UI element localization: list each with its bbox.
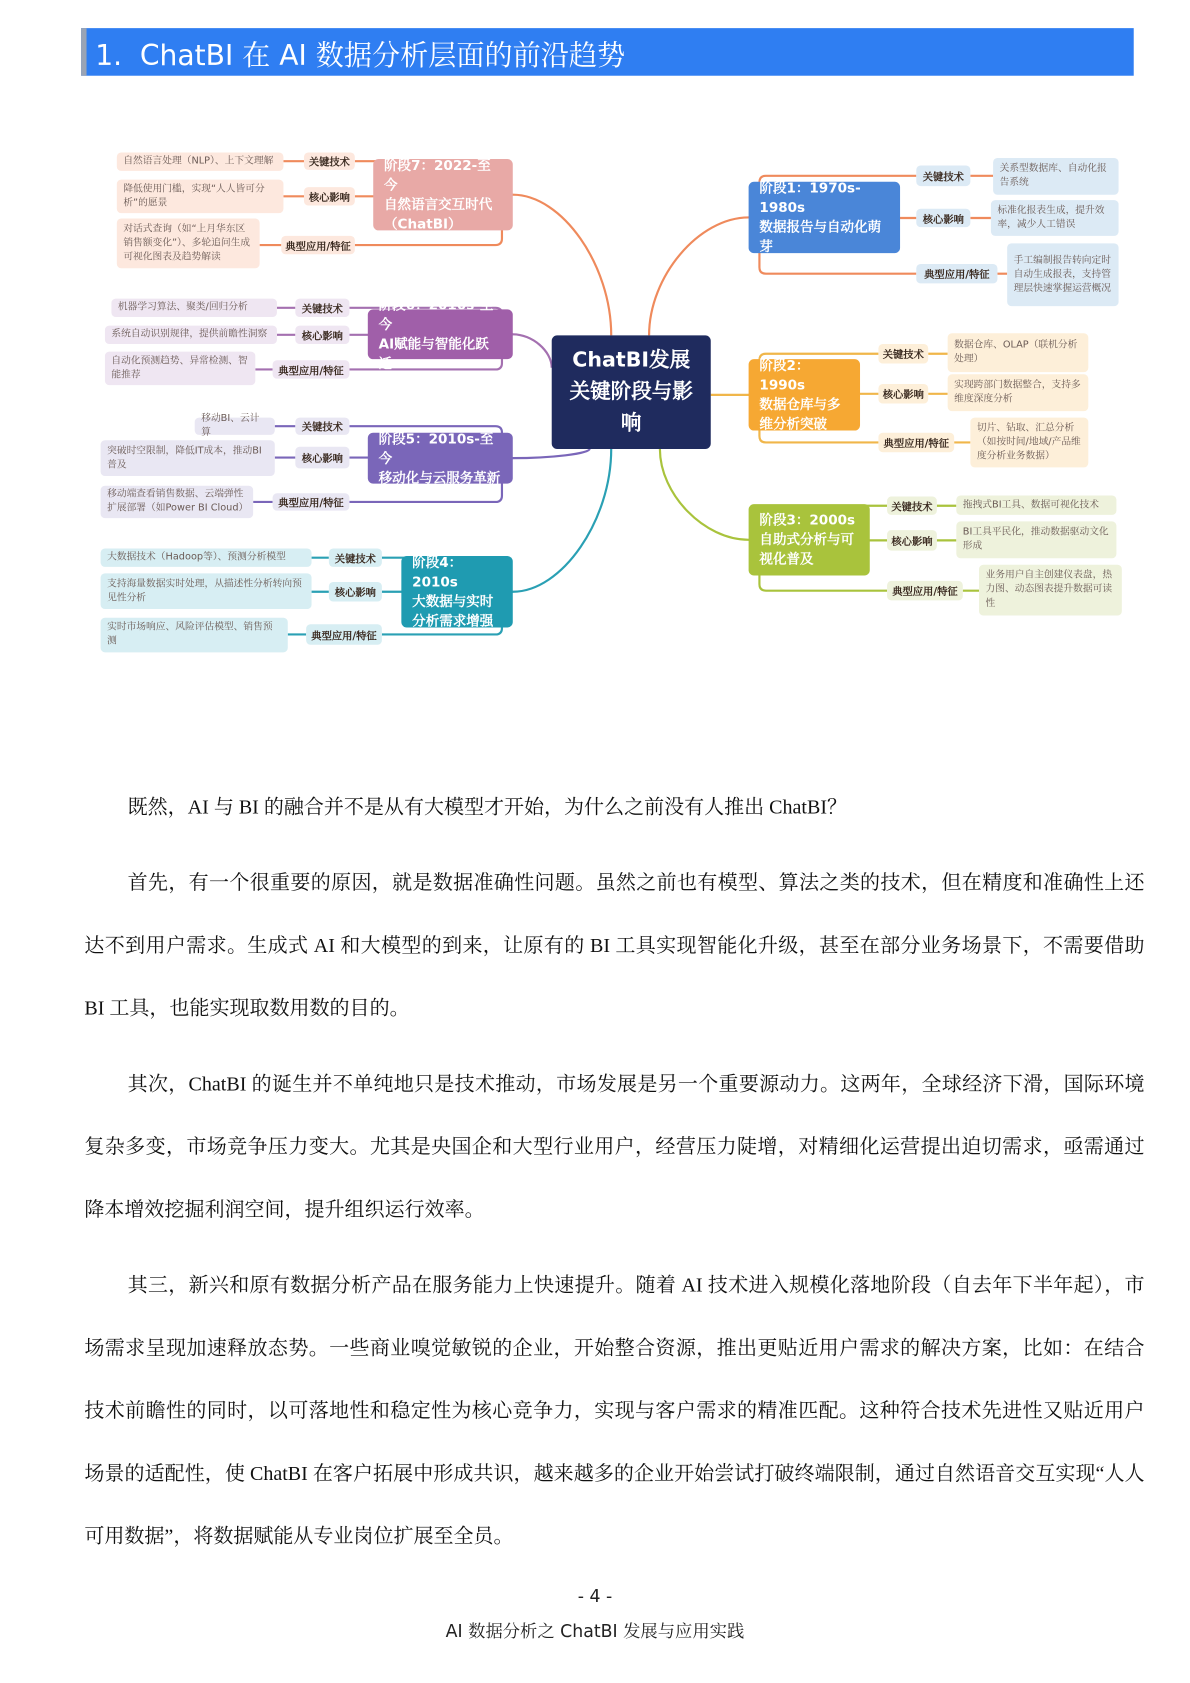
branch-leaf-text: 关系型数据库、自动化报告系统 [993,158,1118,195]
branch-leaf-text: 机器学习算法、聚类/回归分析 [111,299,277,317]
stage-node-3: 阶段3：2000s 自助式分析与可视化普及 [749,504,870,575]
footer-document-title: AI 数据分析之 ChatBI 发展与应用实践 [445,1620,745,1642]
branch-label: 关键技术 [916,166,970,187]
branch-leaf-text: 降低使用门槛，实现“人人皆可分析”的愿景 [117,180,284,214]
stage-connector [513,334,552,368]
paragraph: 其三，新兴和原有数据分析产品在服务能力上快速提升。随着 AI 技术进入规模化落地阶段（自去年下半年起），市场需求呈现加速释放态势。一些商业嗅觉敏锐的企业，开始整合资源，推出更贴近用户需求的解决方案，比如：在结合技术前瞻性的同时，以可落地性和稳定性为核心竞争力，实现与客户需求的精准匹配。这种符合技术先进性又贴近用户场景的适配性，使 ChatBI 在客户拓展中形成共识，越来越多的企业开始尝试打破终端限制，通过自然语音交互实现“人人可用数据”，将数据赋能从专业岗位扩展至全员。 [84,1275,1145,1549]
branch-label: 典型应用/特征 [281,236,355,254]
branch-label: 关键技术 [878,344,928,363]
branch-label: 典型应用/特征 [273,493,350,510]
branch-leaf-text: 业务用户自主创建仪表盘，热力图、动态图表提升数据可读性 [979,565,1122,616]
branch-leaf-text: 实时市场响应、风险评估模型、销售预测 [101,618,288,653]
stage-node-2: 阶段2：1990s 数据仓库与多维分析突破 [749,359,860,430]
branch-label: 关键技术 [304,153,355,170]
stage-connector [513,449,590,458]
mindmap-figure [0,0,1190,757]
mindmap-center-node: ChatBI发展关键阶段与影响 [552,335,711,449]
paragraph: 既然，AI 与 BI 的融合并不是从有大模型才开始，为什么之前没有人推出 ChatBI？ [127,797,848,819]
stage-node-7: 阶段7：2022-至今 自然语言交互时代 （ChatBI） [373,159,513,230]
stage-node-5: 阶段5：2010s-至今 移动化与云服务革新 [368,433,513,484]
branch-label: 典型应用/特征 [306,624,382,645]
branch-label: 典型应用/特征 [273,360,350,378]
branch-leaf-text: 数据仓库、OLAP（联机分析处理） [948,333,1089,372]
stage-node-1: 阶段1：1970s-1980s 数据报告与自动化萌芽 [749,182,900,253]
paragraph: 其次，ChatBI 的诞生并不单纯地只是技术推动，市场发展是另一个重要源动力。这两年，全球经济下滑，国际环境复杂多变，市场竞争压力变大。尤其是央国企和大型行业用户，经营压力陡增，对精细化运营提出迫切需求，亟需通过降本增效挖掘利润空间，提升组织运行效率。 [84,1074,1145,1222]
body-text [84,777,1144,1582]
branch-leaf-text: 对话式查询（如“上月华东区销售额变化”）、多轮追问生成可视化图表及趋势解读 [117,219,260,269]
branch-label: 典型应用/特征 [916,264,997,283]
branch-label: 关键技术 [329,548,382,566]
stage-connector [660,449,749,540]
branch-label: 关键技术 [295,299,349,317]
stage-connector [649,217,749,335]
branch-leaf-text: 切片、钻取、汇总分析（如按时间/地域/产品维度分析业务数据） [970,418,1088,468]
branch-label: 核心影响 [304,187,355,205]
stage-node-4: 阶段4：2010s 大数据与实时分析需求增强 [401,556,512,627]
branch-label: 核心影响 [916,209,970,227]
branch-leaf-text: 支持海量数据实时处理，从描述性分析转向预见性分析 [101,573,312,609]
section-title: 1. ChatBI 在 AI 数据分析层面的前沿趋势 [95,40,626,73]
branch-leaf-text: 自动化预测趋势、异常检测、智能推荐 [105,352,255,386]
branch-leaf-text: 大数据技术（Hadoop等）、预测分析模型 [101,548,312,566]
branch-label: 核心影响 [887,530,937,551]
stage-connector [513,449,611,592]
branch-leaf-text: 移动端查看销售数据、云端弹性扩展部署（如Power BI Cloud） [101,486,254,518]
branch-leaf-text: 标准化报表生成，提升效率，减少人工错误 [991,200,1119,236]
branch-label: 典型应用/特征 [887,581,963,600]
branch-label: 核心影响 [329,582,382,601]
branch-leaf-text: 系统自动识别规律，提供前瞻性洞察 [105,326,277,344]
branch-leaf-text: BI工具平民化，推动数据驱动文化形成 [956,521,1116,558]
branch-label: 核心影响 [295,447,349,469]
branch-leaf-text: 实现跨部门数据整合，支持多维度深度分析 [948,374,1089,411]
stage-connector [513,195,611,336]
page-number: - 4 - [577,1585,613,1607]
branch-label: 关键技术 [887,497,937,515]
branch-leaf-text: 突破时空限制，降低IT成本，推动BI普及 [101,440,275,476]
branch-label: 关键技术 [295,418,349,435]
branch-leaf-text: 手工编制报告转向定时自动生成报表，支持管理层快速掌握运营概况 [1007,243,1118,306]
stage-node-6: 阶段6：2010s-至今 AI赋能与智能化跃迁 [368,309,513,359]
paragraph: 首先，有一个很重要的原因，就是数据准确性问题。虽然之前也有模型、算法之类的技术，但在精度和准确性上还达不到用户需求。生成式 AI 和大模型的到来，让原有的 BI 工具实现智能化升级，甚至在部分业务场景下，不需要借助 BI 工具，也能实现取数用数的目的。 [84,873,1145,1021]
branch-leaf-text: 移动BI、云计算 [195,418,275,435]
branch-label: 核心影响 [878,384,928,403]
branch-label: 核心影响 [295,326,349,344]
branch-leaf-text: 自然语言处理（NLP）、上下文理解 [117,153,284,171]
branch-label: 典型应用/特征 [878,433,954,452]
branch-leaf-text: 拖拽式BI工具、数据可视化技术 [956,495,1116,514]
